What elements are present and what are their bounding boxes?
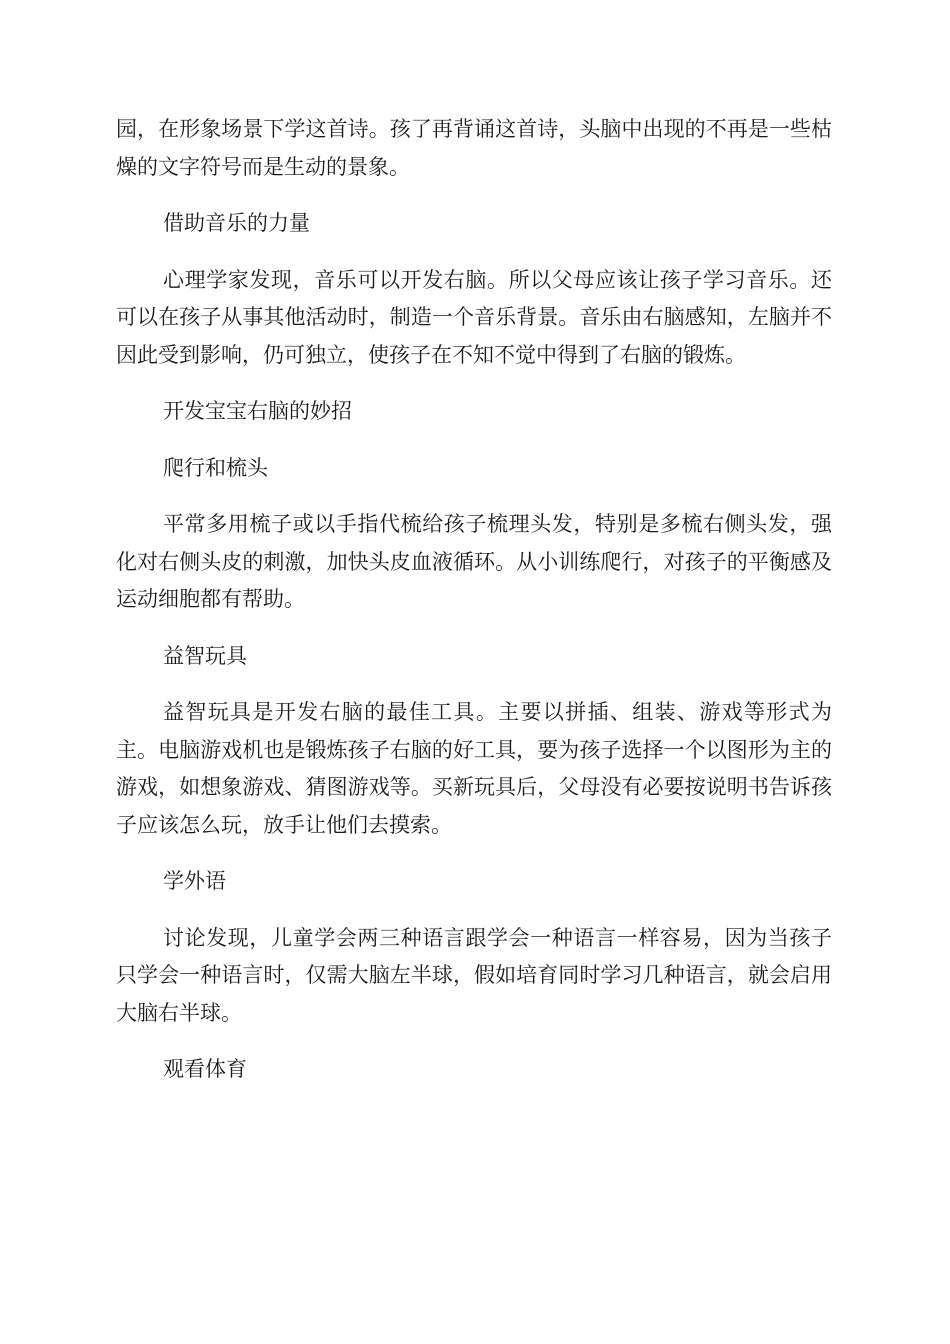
section-heading-right-brain-tips: 开发宝宝右脑的妙招 (163, 399, 352, 423)
document-body (116, 111, 832, 1108)
paragraph-music: 心理学家发现，音乐可以开发右脑。所以父母应该让孩子学习音乐。还可以在孩子从事其他活动时，制造一个音乐背景。音乐由右脑感知，左脑并不因此受到影响，仍可独立，使孩子在不知不觉中得到了右脑的锻炼。 (116, 267, 832, 367)
section-heading-watching-sports: 观看体育 (163, 1057, 247, 1081)
section-heading-foreign-language: 学外语 (163, 869, 226, 893)
paragraph-crawling-combing: 平常多用梳子或以手指代梳给孩子梳理头发，特别是多梳右侧头发，强化对右侧头皮的刺激，加快头皮血液循环。从小训练爬行，对孩子的平衡感及运动细胞都有帮助。 (116, 512, 832, 611)
section-heading-educational-toys: 益智玩具 (163, 643, 247, 668)
paragraph-educational-toys: 益智玩具是开发右脑的最佳工具。主要以拼插、组装、游戏等形式为主。电脑游戏机也是锻炼孩子右脑的好工具，要为孩子选择一个以图形为主的游戏，如想象游戏、猜图游戏等。买新玩具后，父母没有必要按说明书告诉孩子应该怎么玩，放手让他们去摸索。 (116, 700, 832, 837)
paragraph-continuation: 园，在形象场景下学这首诗。孩了再背诵这首诗，头脑中出现的不再是一些枯燥的文字符号而是生动的景象。 (116, 117, 832, 179)
paragraph-foreign-language: 讨论发现，儿童学会两三种语言跟学会一种语言一样容易，因为当孩子只学会一种语言时，仅需大脑左半球，假如培育同时学习几种语言，就会启用大脑右半球。 (116, 925, 832, 1025)
section-heading-music: 借助音乐的力量 (163, 211, 310, 235)
section-heading-crawling-combing: 爬行和梳头 (163, 455, 268, 480)
